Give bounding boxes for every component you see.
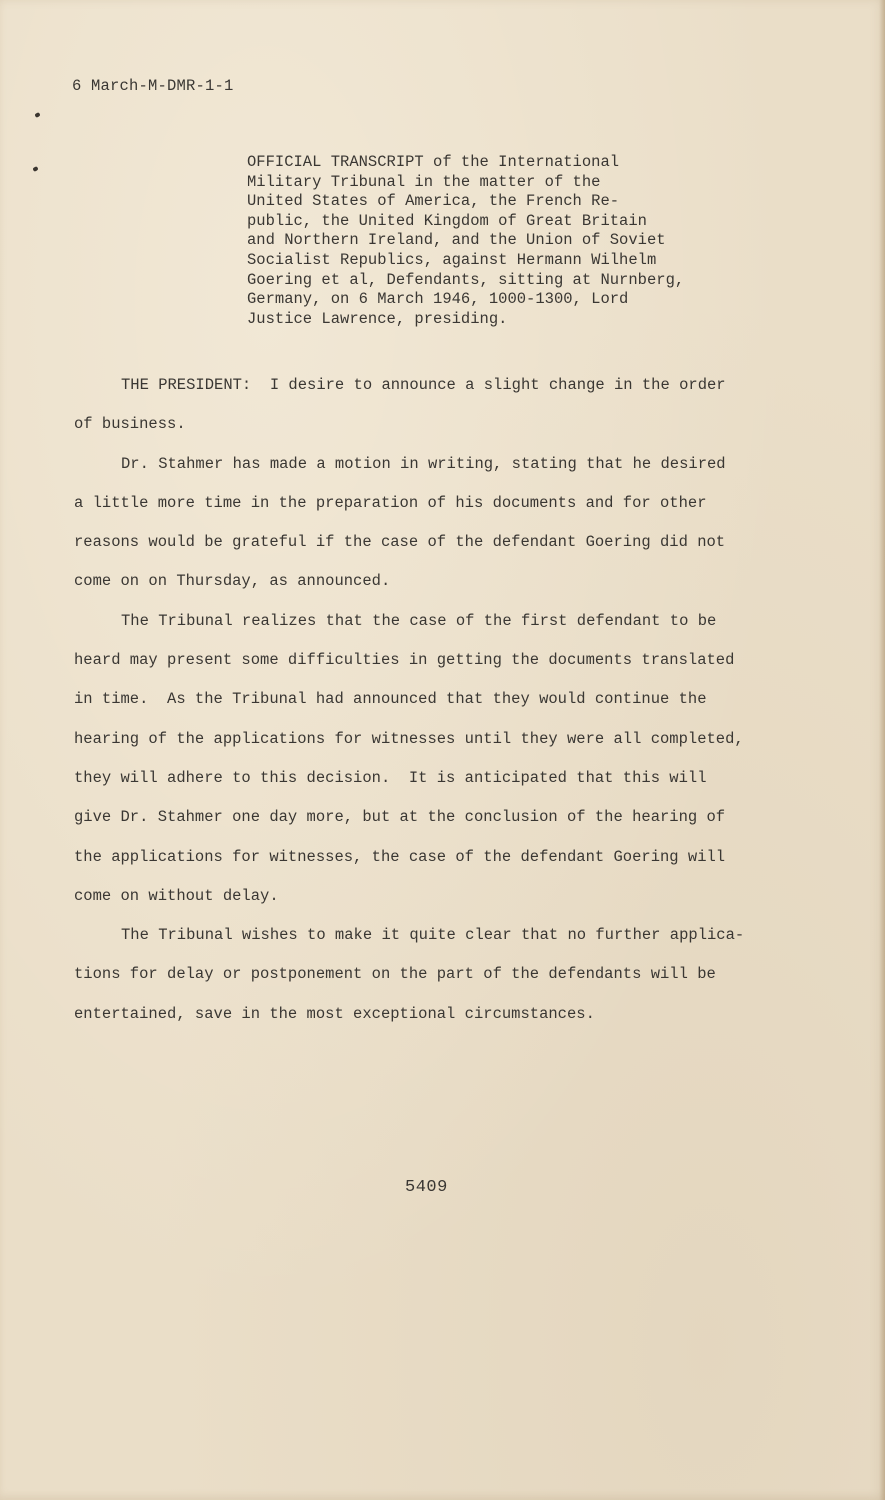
body-line: heard may present some difficulties in getting the documents translated <box>74 651 735 670</box>
body-line: reasons would be grateful if the case of the defendant Goering did not <box>74 533 726 552</box>
transcript-body <box>74 366 794 1034</box>
body-line: entertained, save in the most exceptional circumstances. <box>74 1004 595 1023</box>
body-line: The Tribunal wishes to make it quite clear that no further applica- <box>121 926 745 945</box>
body-line: hearing of the applications for witnesses until they were all completed, <box>74 729 744 748</box>
transcript-caption <box>247 153 767 329</box>
caption-line: Justice Lawrence, presiding. <box>247 309 508 328</box>
body-line: in time. As the Tribunal had announced that they would continue the <box>74 690 707 709</box>
body-line: tions for delay or postponement on the part of the defendants will be <box>74 965 716 984</box>
body-line: they will adhere to this decision. It is anticipated that this will <box>74 768 707 787</box>
body-line: THE PRESIDENT: I desire to announce a slight change in the order <box>121 376 726 394</box>
paper-edge-shadow <box>879 0 885 1500</box>
caption-line: public, the United Kingdom of Great Britain <box>247 211 647 230</box>
caption-line: and Northern Ireland, and the Union of Soviet <box>247 231 666 250</box>
caption-line: United States of America, the French Re- <box>247 192 620 211</box>
body-line: come on without delay. <box>74 886 279 905</box>
body-line: of business. <box>74 415 186 434</box>
caption-line: Germany, on 6 March 1946, 1000-1300, Lord <box>247 290 629 309</box>
body-line: Dr. Stahmer has made a motion in writing, stating that he desired <box>121 454 726 473</box>
body-line: come on on Thursday, as announced. <box>74 572 391 591</box>
caption-line: Goering et al, Defendants, sitting at Nurnberg, <box>247 270 685 289</box>
body-line: The Tribunal realizes that the case of the first defendant to be <box>121 611 717 630</box>
body-line: the applications for witnesses, the case of the defendant Goering will <box>74 847 726 866</box>
page-number: 5409 <box>405 1178 448 1197</box>
body-line: give Dr. Stahmer one day more, but at the conclusion of the hearing of <box>74 808 726 827</box>
caption-line: OFFICIAL TRANSCRIPT of the International <box>247 153 620 171</box>
caption-line: Socialist Republics, against Hermann Wilhelm <box>247 250 657 269</box>
caption-line: Military Tribunal in the matter of the <box>247 172 601 191</box>
margin-ink-mark <box>32 166 38 172</box>
margin-ink-mark <box>34 112 40 118</box>
document-reference: 6 March-M-DMR-1-1 <box>72 77 234 95</box>
body-line: a little more time in the preparation of his documents and for other <box>74 493 707 512</box>
